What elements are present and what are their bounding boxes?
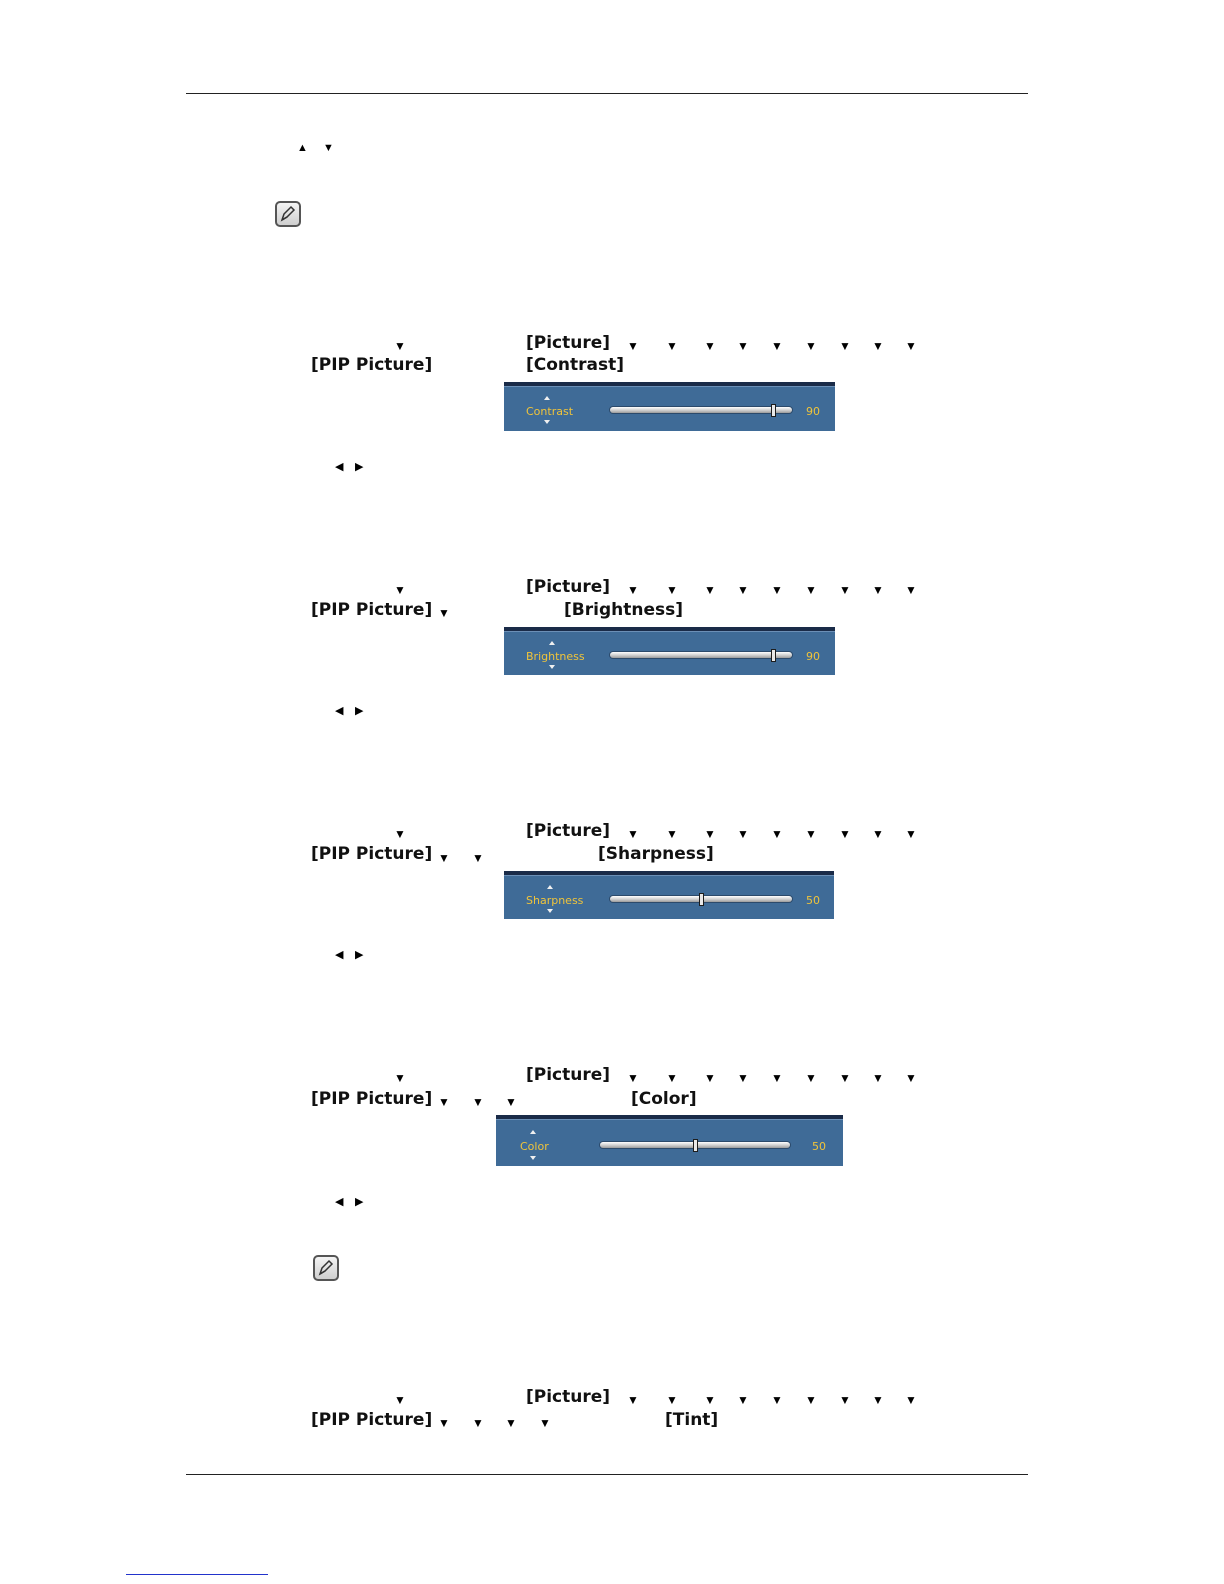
- down-arrow-icon: ▼: [905, 827, 917, 841]
- right-arrow-icon: ▶: [355, 461, 364, 473]
- down-arrow-icon: ▼: [872, 1071, 884, 1085]
- down-arrow-icon: ▼: [394, 827, 406, 841]
- down-arrow-icon: ▼: [438, 1416, 450, 1430]
- osd-value: 90: [806, 405, 820, 418]
- down-arrow-icon: ▼: [539, 1416, 551, 1430]
- pip-picture-label: [PIP Picture]: [311, 844, 433, 864]
- down-arrow-icon: ▼: [627, 339, 639, 353]
- down-arrow-icon: ▼: [805, 1393, 817, 1407]
- down-arrow-icon: ▼: [872, 583, 884, 597]
- down-arrow-icon: ▼: [704, 339, 716, 353]
- osd-label: Contrast: [526, 405, 574, 418]
- osd-value: 50: [812, 1140, 826, 1153]
- down-arrow-icon: ▼: [737, 1071, 749, 1085]
- left-arrow-icon: ◀: [335, 949, 344, 961]
- left-arrow-icon: ◀: [335, 705, 344, 717]
- menu-label: [Picture]: [526, 1387, 611, 1407]
- down-arrow-icon: ▼: [839, 583, 851, 597]
- osd-up-arrow-icon: [544, 396, 550, 400]
- down-arrow-icon: ▼: [805, 339, 817, 353]
- down-arrow-icon: ▼: [394, 339, 406, 353]
- note-pencil-icon: [275, 201, 301, 227]
- down-arrow-icon: ▼: [666, 339, 678, 353]
- down-arrow-icon: ▼: [627, 827, 639, 841]
- down-arrow-icon: ▼: [394, 1071, 406, 1085]
- down-arrow-icon: ▼: [737, 827, 749, 841]
- osd-value: 90: [806, 650, 820, 663]
- color-osd-panel: [496, 1115, 843, 1166]
- down-arrow-icon: ▼: [771, 827, 783, 841]
- down-arrow-icon: ▼: [872, 339, 884, 353]
- down-arrow-icon: ▼: [839, 1071, 851, 1085]
- down-arrow-icon: ▼: [438, 606, 450, 620]
- down-arrow-icon: ▼: [472, 851, 484, 865]
- down-arrow-icon: ▼: [627, 1393, 639, 1407]
- down-arrow-icon: ▼: [666, 827, 678, 841]
- down-arrow-icon: ▼: [323, 142, 334, 154]
- left-arrow-icon: ◀: [335, 1196, 344, 1208]
- menu-label: [Picture]: [526, 577, 611, 597]
- osd-up-arrow-icon: [547, 885, 553, 889]
- down-arrow-icon: ▼: [394, 1393, 406, 1407]
- brightness-slider-thumb[interactable]: [771, 649, 776, 662]
- down-arrow-icon: ▼: [666, 583, 678, 597]
- down-arrow-icon: ▼: [666, 1071, 678, 1085]
- down-arrow-icon: ▼: [905, 1393, 917, 1407]
- up-arrow-icon: ▲: [297, 142, 308, 154]
- down-arrow-icon: ▼: [805, 583, 817, 597]
- osd-label: Brightness: [526, 650, 585, 663]
- osd-down-arrow-icon: [544, 420, 550, 424]
- down-arrow-icon: ▼: [505, 1095, 517, 1109]
- down-arrow-icon: ▼: [905, 339, 917, 353]
- brightness-osd-panel: [504, 627, 835, 675]
- osd-down-arrow-icon: [549, 665, 555, 669]
- down-arrow-icon: ▼: [627, 1071, 639, 1085]
- down-arrow-icon: ▼: [737, 339, 749, 353]
- footer-link-underline[interactable]: [126, 1574, 268, 1575]
- down-arrow-icon: ▼: [737, 583, 749, 597]
- menu-label: [Picture]: [526, 333, 611, 353]
- pip-picture-label: [PIP Picture]: [311, 1410, 433, 1430]
- osd-label: Sharpness: [526, 894, 584, 907]
- left-arrow-icon: ◀: [335, 461, 344, 473]
- menu-label: [Picture]: [526, 1065, 611, 1085]
- down-arrow-icon: ▼: [771, 1071, 783, 1085]
- down-arrow-icon: ▼: [505, 1416, 517, 1430]
- down-arrow-icon: ▼: [438, 1095, 450, 1109]
- footer-rule: [186, 1474, 1028, 1475]
- osd-up-arrow-icon: [549, 641, 555, 645]
- down-arrow-icon: ▼: [839, 1393, 851, 1407]
- down-arrow-icon: ▼: [704, 1393, 716, 1407]
- osd-up-arrow-icon: [530, 1130, 536, 1134]
- sharpness-osd-panel: [504, 871, 834, 919]
- down-arrow-icon: ▼: [771, 339, 783, 353]
- pip-picture-label: [PIP Picture]: [311, 1089, 433, 1109]
- item-label: [Brightness]: [564, 600, 683, 620]
- down-arrow-icon: ▼: [872, 827, 884, 841]
- header-rule: [186, 93, 1028, 94]
- down-arrow-icon: ▼: [737, 1393, 749, 1407]
- menu-label: [Picture]: [526, 821, 611, 841]
- right-arrow-icon: ▶: [355, 1196, 364, 1208]
- down-arrow-icon: ▼: [704, 1071, 716, 1085]
- item-label: [Tint]: [665, 1410, 719, 1430]
- osd-down-arrow-icon: [547, 909, 553, 913]
- down-arrow-icon: ▼: [472, 1416, 484, 1430]
- down-arrow-icon: ▼: [839, 827, 851, 841]
- down-arrow-icon: ▼: [704, 827, 716, 841]
- item-label: [Sharpness]: [598, 844, 714, 864]
- down-arrow-icon: ▼: [805, 827, 817, 841]
- down-arrow-icon: ▼: [394, 583, 406, 597]
- down-arrow-icon: ▼: [627, 583, 639, 597]
- down-arrow-icon: ▼: [438, 851, 450, 865]
- down-arrow-icon: ▼: [472, 1095, 484, 1109]
- pip-picture-label: [PIP Picture]: [311, 600, 433, 620]
- down-arrow-icon: ▼: [805, 1071, 817, 1085]
- right-arrow-icon: ▶: [355, 705, 364, 717]
- down-arrow-icon: ▼: [771, 1393, 783, 1407]
- item-label: [Color]: [631, 1089, 697, 1109]
- note-pencil-icon: [313, 1255, 339, 1281]
- down-arrow-icon: ▼: [704, 583, 716, 597]
- right-arrow-icon: ▶: [355, 949, 364, 961]
- pip-picture-label: [PIP Picture]: [311, 355, 433, 375]
- osd-label: Color: [520, 1140, 549, 1153]
- sharpness-slider-thumb[interactable]: [699, 893, 704, 906]
- contrast-slider-thumb[interactable]: [771, 404, 776, 417]
- down-arrow-icon: ▼: [771, 583, 783, 597]
- down-arrow-icon: ▼: [666, 1393, 678, 1407]
- color-slider-thumb[interactable]: [693, 1139, 698, 1152]
- osd-down-arrow-icon: [530, 1156, 536, 1160]
- down-arrow-icon: ▼: [839, 339, 851, 353]
- brightness-slider-track[interactable]: [610, 652, 792, 658]
- down-arrow-icon: ▼: [905, 1071, 917, 1085]
- osd-value: 50: [806, 894, 820, 907]
- down-arrow-icon: ▼: [872, 1393, 884, 1407]
- contrast-slider-track[interactable]: [610, 407, 792, 413]
- down-arrow-icon: ▼: [905, 583, 917, 597]
- contrast-osd-panel: [504, 382, 835, 431]
- item-label: [Contrast]: [526, 355, 625, 375]
